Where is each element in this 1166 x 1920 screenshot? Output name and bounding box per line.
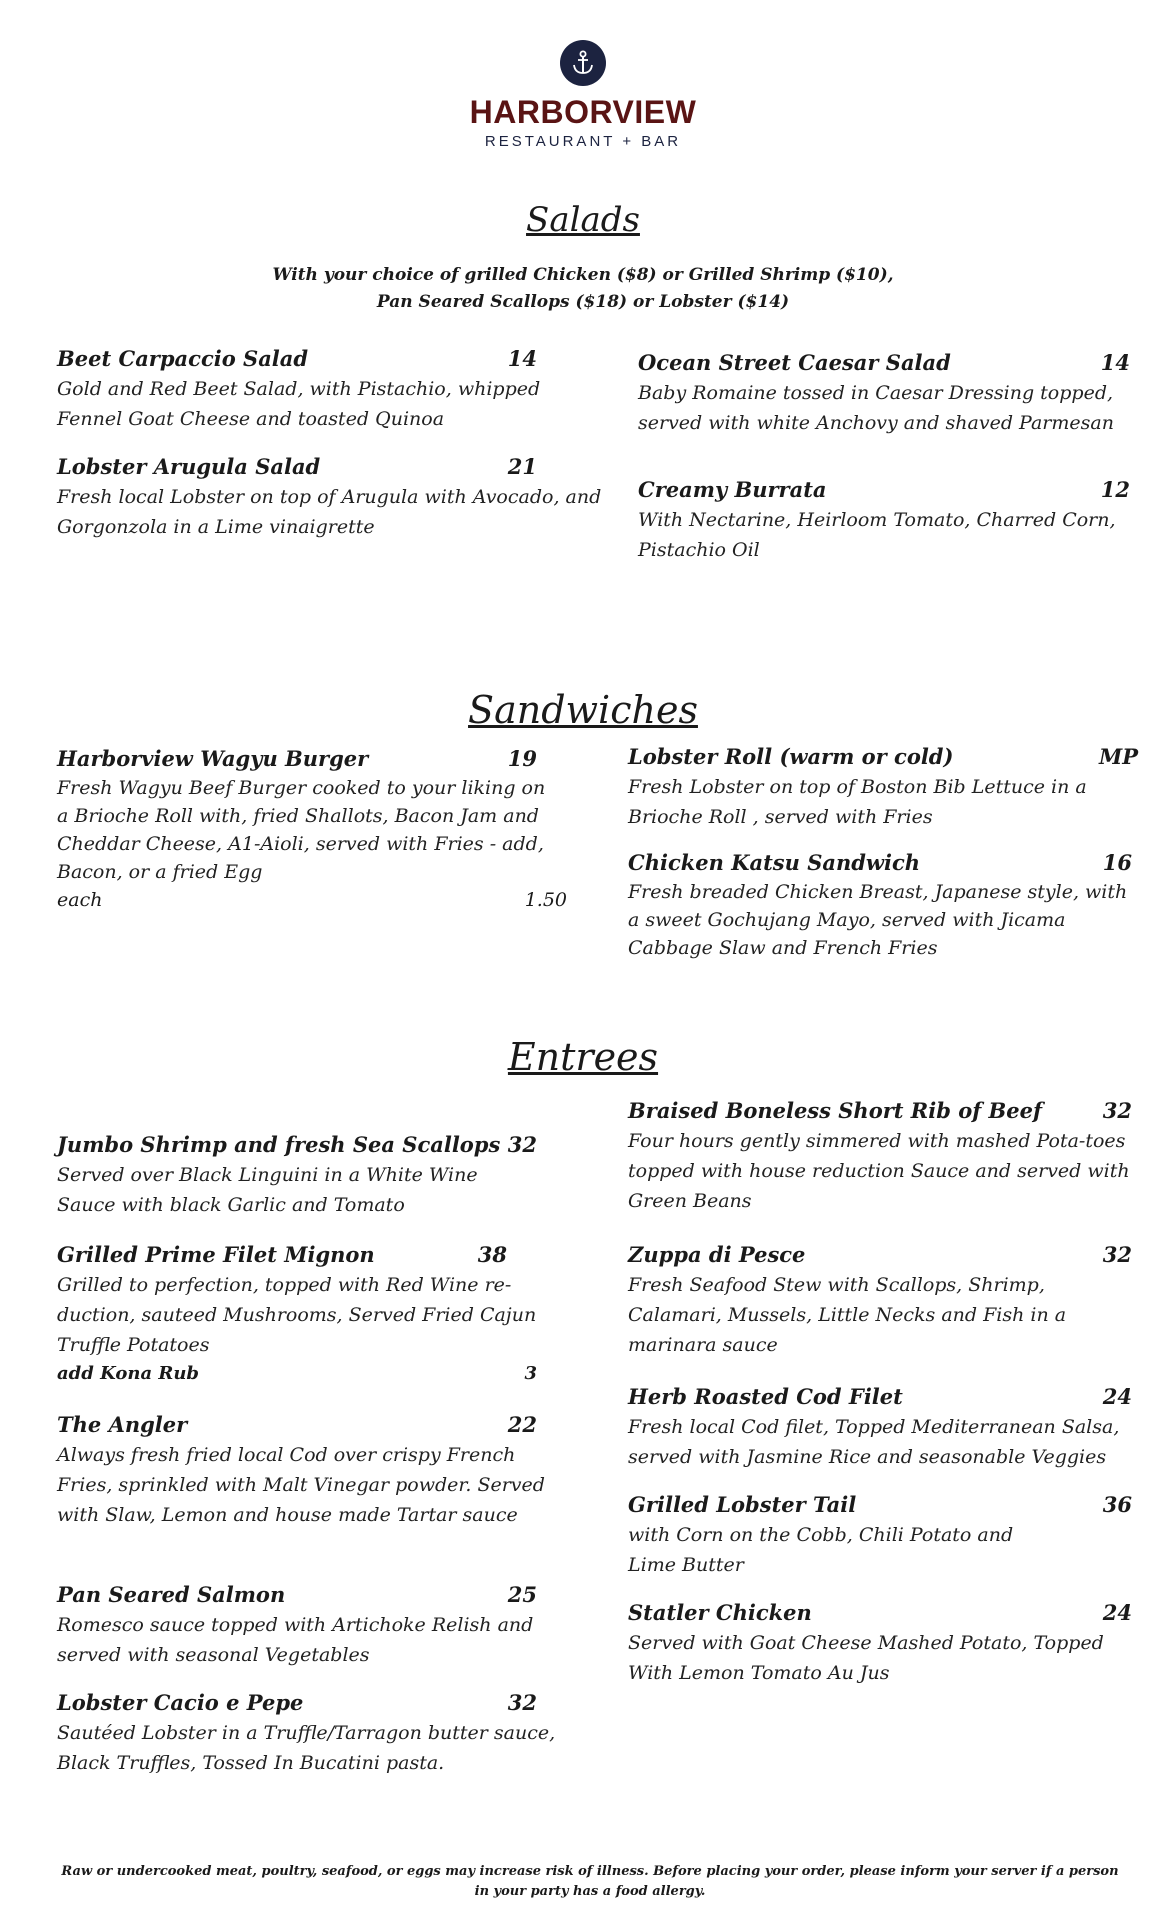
menu-item: [628, 848, 1138, 962]
item-price: 32: [507, 1690, 537, 1715]
menu-item: [638, 475, 1148, 565]
item-price: 32: [1102, 1242, 1132, 1267]
menu-item: [57, 1580, 567, 1670]
item-name: Statler Chicken: [628, 1600, 812, 1625]
item-price: 32: [507, 1132, 537, 1157]
menu-item: [628, 1598, 1138, 1688]
item-addon: [57, 1360, 567, 1388]
item-description: Gold and Red Beet Salad, with Pistachio, whipped Fennel Goat Cheese and toasted Quinoa: [57, 378, 541, 430]
item-name: Grilled Prime Filet Mignon: [57, 1242, 375, 1267]
item-description: Fresh Lobster on top of Boston Bib Lettuce in a Brioche Roll , served with Fries: [628, 776, 1087, 828]
menu-item: [57, 1130, 567, 1220]
menu-item: [628, 1096, 1138, 1216]
item-price: 19: [507, 746, 537, 771]
item-price: MP: [1098, 744, 1138, 769]
item-name: Jumbo Shrimp and fresh Sea Scallops: [57, 1132, 501, 1157]
menu-item: [628, 1382, 1148, 1472]
item-price: 22: [507, 1412, 537, 1437]
item-description: Fresh local Cod filet, Topped Mediterranean Salsa, served with Jasmine Rice and seasonable Veggies: [628, 1416, 1120, 1468]
brand-tagline: RESTAURANT + BAR: [484, 133, 682, 150]
salads-addon-note-line2: Pan Seared Scallops ($18) or Lobster ($14): [376, 292, 790, 312]
item-name: Pan Seared Salmon: [57, 1582, 286, 1607]
item-description: With Nectarine, Heirloom Tomato, Charred Corn, Pistachio Oil: [638, 509, 1116, 561]
item-price: 24: [1102, 1384, 1132, 1409]
item-name: Grilled Lobster Tail: [628, 1492, 857, 1517]
anchor-icon: [560, 40, 606, 86]
item-description: Fresh Seafood Stew with Scallops, Shrimp, Calamari, Mussels, Little Necks and Fish in a marinara sauce: [628, 1274, 1067, 1356]
item-name: Lobster Cacio e Pepe: [57, 1690, 304, 1715]
item-description: Always fresh fried local Cod over crispy French Fries, sprinkled with Malt Vinegar powder. Served with Slaw, Lemon and house made Tartar sauce: [57, 1444, 545, 1526]
item-price: 14: [507, 346, 537, 371]
item-price: 25: [507, 1582, 537, 1607]
menu-item: [638, 348, 1138, 438]
item-name: Herb Roasted Cod Filet: [628, 1384, 903, 1409]
item-price: 21: [507, 454, 537, 479]
addon-price: 1.50: [524, 889, 567, 911]
item-name: Lobster Arugula Salad: [57, 454, 321, 479]
salads-addon-note-line1: With your choice of grilled Chicken ($8) or Grilled Shrimp ($10),: [272, 265, 894, 285]
addon-label: each: [57, 889, 103, 911]
item-name: The Angler: [57, 1412, 188, 1437]
menu-item: [57, 1240, 567, 1388]
item-description: Sautéed Lobster in a Truffle/Tarragon butter sauce, Black Truffles, Tossed In Bucatini pasta.: [57, 1722, 556, 1774]
allergy-disclaimer: Raw or undercooked meat, poultry, seafood, or eggs may increase risk of illness. Before placing your order, please inform your server if a person in your party has a food allergy.: [61, 1864, 1119, 1899]
item-description: Fresh breaded Chicken Breast, Japanese style, with a sweet Gochujang Mayo, served with Jicama Cabbage Slaw and French Fries: [628, 881, 1128, 959]
item-name: Creamy Burrata: [638, 477, 827, 502]
item-description: Romesco sauce topped with Artichoke Relish and served with seasonal Vegetables: [57, 1614, 534, 1666]
item-name: Lobster Roll (warm or cold): [628, 744, 954, 769]
item-name: Zuppa di Pesce: [628, 1242, 806, 1267]
menu-item: [57, 1688, 567, 1778]
item-name: Braised Boneless Short Rib of Beef: [628, 1098, 1043, 1123]
addon-label: add Kona Rub: [57, 1363, 200, 1384]
item-description: with Corn on the Cobb, Chili Potato and Lime Butter: [628, 1524, 1014, 1576]
item-price: 38: [477, 1242, 507, 1267]
item-name: Harborview Wagyu Burger: [57, 746, 369, 771]
item-price: 12: [1100, 477, 1130, 502]
brand-name: HARBORVIEW: [469, 94, 697, 130]
section-title-salads: Salads: [526, 200, 640, 240]
item-price: 14: [1100, 350, 1130, 375]
item-addon: [57, 886, 567, 914]
section-title-entrees: Entrees: [507, 1035, 659, 1079]
menu-item: [628, 1490, 1138, 1580]
item-name: Chicken Katsu Sandwich: [628, 850, 921, 875]
item-description: Four hours gently simmered with mashed Pota-toes topped with house reduction Sauce and served with Green Beans: [628, 1130, 1130, 1212]
menu-item: [628, 1240, 1138, 1360]
item-price: 24: [1102, 1600, 1132, 1625]
item-name: Beet Carpaccio Salad: [57, 346, 309, 371]
menu-item: [57, 744, 567, 914]
item-price: 16: [1102, 850, 1132, 875]
item-price: 32: [1102, 1098, 1132, 1123]
item-description: Served over Black Linguini in a White Wine Sauce with black Garlic and Tomato: [57, 1164, 478, 1216]
item-description: Served with Goat Cheese Mashed Potato, Topped With Lemon Tomato Au Jus: [628, 1632, 1104, 1684]
item-name: Ocean Street Caesar Salad: [638, 350, 951, 375]
menu-item: [57, 452, 602, 542]
menu-item: [628, 742, 1138, 832]
item-description: Baby Romaine tossed in Caesar Dressing topped, served with white Anchovy and shaved Parmesan: [638, 382, 1114, 434]
section-title-sandwiches: Sandwiches: [468, 688, 698, 732]
menu-item: [57, 1410, 567, 1530]
restaurant-logo: [0, 40, 1166, 150]
addon-price: 3: [524, 1363, 537, 1384]
menu-item: [57, 344, 567, 434]
item-description: Fresh Wagyu Beef Burger cooked to your liking on a Brioche Roll with, fried Shallots, Bacon Jam and Cheddar Cheese, A1-Aioli, served with Fries - add, Bacon, or a fried Egg: [57, 777, 546, 883]
item-description: Grilled to perfection, topped with Red Wine re-duction, sauteed Mushrooms, Served Fried Cajun Truffle Potatoes: [57, 1274, 537, 1356]
item-price: 36: [1102, 1492, 1132, 1517]
item-description: Fresh local Lobster on top of Arugula with Avocado, and Gorgonzola in a Lime vinaigrette: [57, 486, 602, 538]
